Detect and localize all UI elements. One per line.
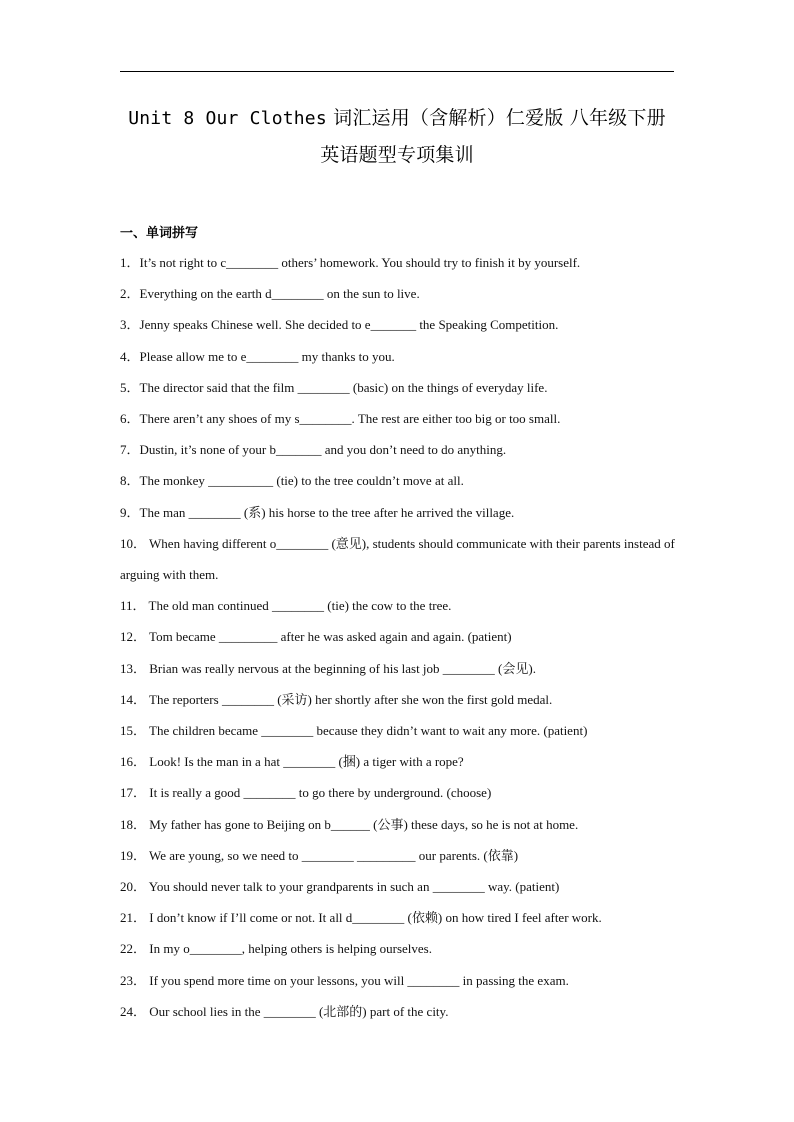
question-number: 3． (120, 317, 140, 333)
question-text: There aren’t any shoes of my s________. The rest are either too big or too small. (139, 411, 561, 427)
question-text: Dustin, it’s none of your b_______ and you don’t need to do anything. (139, 442, 507, 458)
question-number: 7． (120, 442, 140, 458)
title-unit: Unit 8 Our Clothes (128, 108, 327, 129)
question-item (120, 715, 680, 746)
question-item (120, 965, 680, 996)
question-text: My father has gone to Beijing on b______ (公事) these days, so he is not at home. (146, 816, 579, 832)
top-rule (120, 71, 674, 72)
question-number: 18． (120, 816, 147, 832)
question-text: Our school lies in the ________ (北部的) part of the city. (146, 1003, 449, 1019)
section-heading: 一、单词拼写 (120, 226, 199, 241)
question-list (120, 247, 680, 1027)
question-item (120, 434, 680, 465)
question-item (120, 341, 680, 372)
title-line-2: 英语题型专项集训 (320, 144, 474, 166)
question-number: 12． (120, 629, 147, 645)
question-text: Everything on the earth d________ on the sun to live. (139, 286, 420, 302)
question-text: It’s not right to c________ others’ homework. You should try to finish it by yourself. (139, 255, 581, 270)
question-item (120, 309, 680, 340)
question-number: 10． (120, 535, 147, 551)
question-number: 6． (120, 411, 140, 427)
question-number: 5． (120, 379, 140, 395)
question-item (120, 809, 680, 840)
question-text: Please allow me to e________ my thanks to you. (139, 348, 395, 364)
question-number: 2． (120, 286, 140, 302)
question-item (120, 933, 680, 964)
question-text: In my o________, helping others is helping ourselves. (146, 941, 432, 957)
question-text: The old man continued ________ (tie) the cow to the tree. (145, 598, 452, 614)
title-subtitle: 词汇运用（含解析）仁爱版 八年级下册 (326, 107, 666, 129)
question-item (120, 684, 680, 715)
question-item (120, 653, 680, 684)
page-title (0, 100, 794, 173)
question-number: 1． (120, 255, 140, 270)
question-item (120, 902, 680, 933)
question-text: We are young, so we need to ________ _________ our parents. (依靠) (146, 847, 519, 863)
question-item (120, 871, 680, 902)
question-text: It is really a good ________ to go there by underground. (choose) (146, 785, 492, 801)
question-number: 9． (120, 504, 140, 520)
question-text: Jenny speaks Chinese well. She decided to e_______ the Speaking Competition. (139, 317, 559, 333)
question-number: 11． (120, 598, 146, 614)
question-item (120, 497, 680, 528)
question-text: The children became ________ because they didn’t want to wait any more. (patient) (146, 723, 588, 739)
question-text: The monkey __________ (tie) to the tree couldn’t move at all. (139, 473, 464, 489)
question-text: Look! Is the man in a hat ________ (捆) a tiger with a rope? (146, 754, 464, 770)
question-number: 17． (120, 785, 147, 801)
question-number: 15． (120, 723, 147, 739)
question-text: Tom became _________ after he was asked again and again. (patient) (146, 629, 512, 645)
question-text: The director said that the film ________ (basic) on the things of everyday life. (139, 379, 548, 395)
question-number: 24． (120, 1003, 147, 1019)
question-text: I don’t know if I’ll come or not. It all d________ (依赖) on how tired I feel after work. (146, 910, 602, 926)
question-item (120, 777, 680, 808)
question-number: 16． (120, 754, 147, 770)
question-number: 14． (120, 691, 147, 707)
question-number: 23． (120, 972, 147, 988)
question-number: 8． (120, 473, 140, 489)
question-item (120, 746, 680, 777)
question-number: 21． (120, 910, 147, 926)
question-text: Brian was really nervous at the beginning of his last job ________ (会见). (146, 660, 536, 676)
question-number: 19． (120, 847, 147, 863)
question-number: 4． (120, 348, 140, 364)
question-number: 13． (120, 660, 147, 676)
question-item (120, 372, 680, 403)
question-item (120, 528, 680, 590)
question-item (120, 996, 680, 1027)
question-text: You should never talk to your grandparents in such an ________ way. (patient) (146, 879, 560, 895)
question-item (120, 247, 680, 278)
question-item (120, 590, 680, 621)
question-item (120, 403, 680, 434)
title-line-1 (0, 100, 794, 137)
question-item (120, 840, 680, 871)
question-text: The man ________ (系) his horse to the tree after he arrived the village. (139, 504, 515, 520)
question-item (120, 465, 680, 496)
question-item (120, 278, 680, 309)
question-text: If you spend more time on your lessons, you will ________ in passing the exam. (146, 972, 569, 988)
question-number: 20． (120, 879, 147, 895)
question-number: 22． (120, 941, 147, 957)
question-text: The reporters ________ (采访) her shortly after she won the first gold medal. (146, 691, 553, 707)
question-text: When having different o________ (意见), students should communicate with their parents instead of arguing with them. (120, 535, 675, 583)
question-item (120, 621, 680, 652)
